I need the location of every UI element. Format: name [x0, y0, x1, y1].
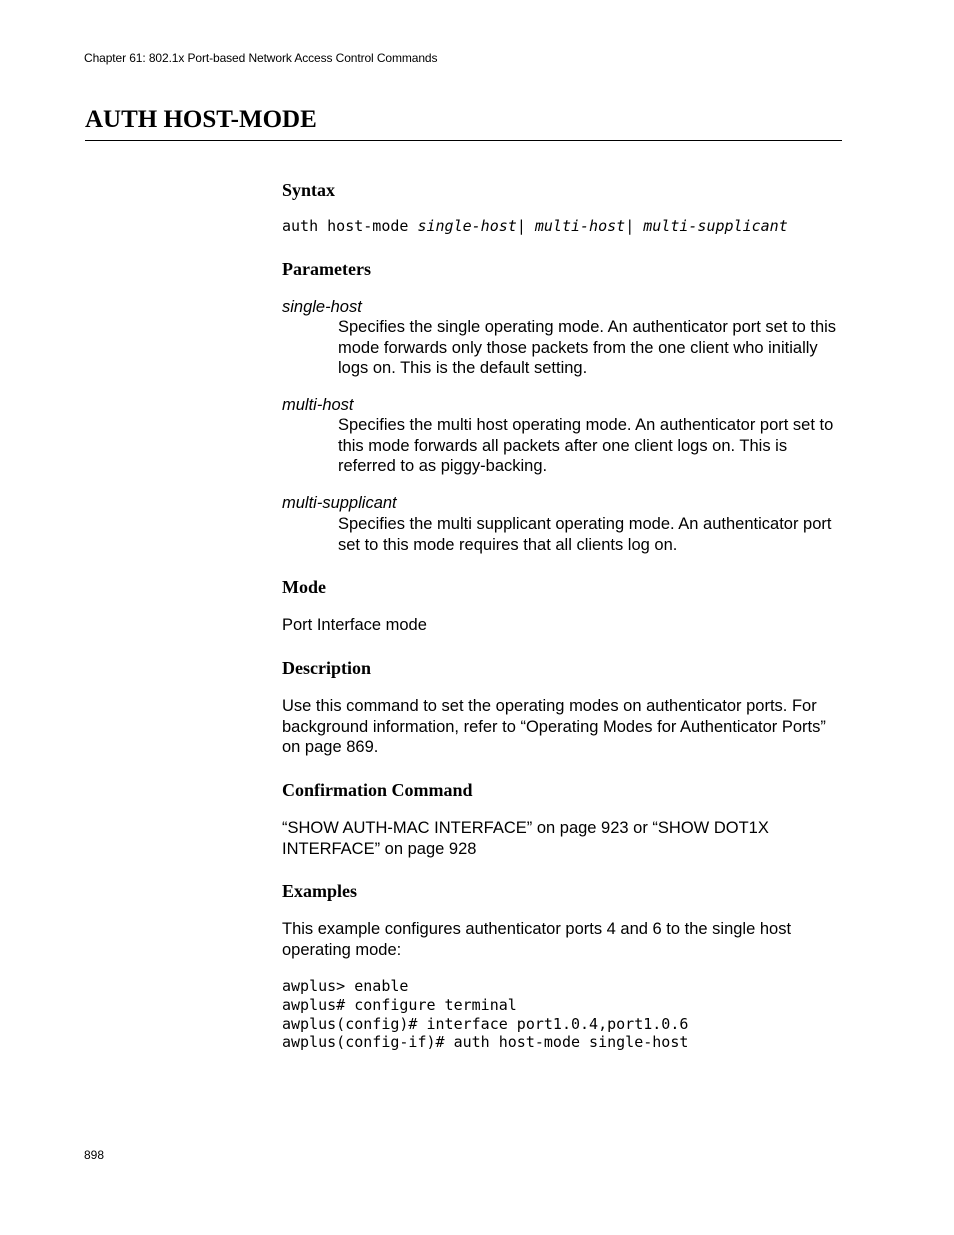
page-number: 898: [84, 1148, 105, 1162]
page-title: AUTH HOST-MODE: [85, 106, 317, 133]
code-block: [282, 977, 842, 1052]
syntax-option-multi-supplicant: multi-supplicant: [643, 217, 788, 235]
param-definition-single-host: Specifies the single operating mode. An authenticator port set to this mode forwards only those packets from the one client who initially logs on. This is the default setting.: [338, 318, 837, 377]
confirmation-heading: Confirmation Command: [282, 780, 473, 800]
syntax-option-single-host: single-host: [417, 217, 517, 235]
syntax-heading: Syntax: [282, 180, 336, 200]
mode-text: Port Interface mode: [282, 616, 427, 634]
running-head: Chapter 61: 802.1x Port-based Network Access Control Commands: [84, 51, 438, 65]
param-term-single-host: single-host: [282, 298, 362, 316]
param-definition-multi-supplicant: Specifies the multi supplicant operating mode. An authenticator port set to this mode requires that all clients log on.: [338, 515, 832, 554]
parameters-heading: Parameters: [282, 259, 371, 279]
param-term-multi-host: multi-host: [282, 396, 354, 414]
syntax-option-multi-host: multi-host: [534, 217, 626, 235]
description-text: Use this command to set the operating modes on authenticator ports. For background information, refer to “Operating Modes for Authenticator Ports” on page 869.: [282, 697, 826, 756]
code-line: awplus(config)# interface port1.0.4,port1.0.6: [282, 1014, 689, 1033]
examples-text: This example configures authenticator ports 4 and 6 to the single host operating mode:: [282, 920, 792, 959]
title-rule: [85, 140, 842, 141]
examples-heading: Examples: [282, 881, 358, 901]
code-line: awplus(config-if)# auth host-mode single-host: [282, 1033, 689, 1052]
syntax-line: [282, 217, 842, 236]
param-definition-multi-host: Specifies the multi host operating mode. An authenticator port set to this mode forwards all packets after one client logs on. This is referred to as piggy-backing.: [338, 416, 834, 475]
syntax-command: auth host-mode: [282, 217, 418, 235]
syntax-separator: |: [516, 217, 535, 235]
syntax-separator: |: [625, 217, 644, 235]
param-term-multi-supplicant: multi-supplicant: [282, 494, 397, 512]
confirmation-text: “SHOW AUTH-MAC INTERFACE” on page 923 or “SHOW DOT1X INTERFACE” on page 928: [282, 819, 769, 858]
code-line: awplus> enable: [282, 977, 409, 995]
mode-heading: Mode: [282, 577, 326, 597]
code-line: awplus# configure terminal: [282, 995, 517, 1014]
description-heading: Description: [282, 658, 371, 678]
